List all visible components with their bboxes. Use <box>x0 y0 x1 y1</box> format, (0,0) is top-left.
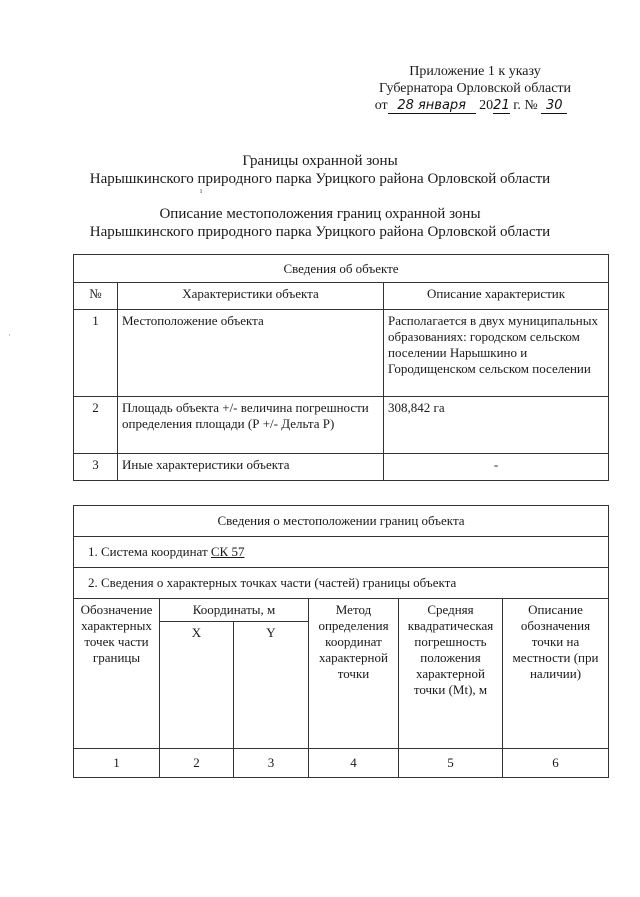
header-number: № <box>74 283 118 310</box>
description-title <box>0 205 640 241</box>
row-number: 1 <box>74 310 118 397</box>
year-suffix: г. № <box>513 98 538 113</box>
row-number: 3 <box>74 454 118 481</box>
handwritten-year: 21 <box>493 98 510 113</box>
row-description: 308,842 га <box>384 397 609 454</box>
header-y: Y <box>234 622 309 749</box>
object-table-header-row <box>74 283 609 310</box>
object-table-caption-row <box>74 255 609 283</box>
header-method: Метод определения координат характерной точки <box>309 599 399 749</box>
column-number: 6 <box>503 749 609 778</box>
object-table-caption: Сведения об объекте <box>74 255 609 283</box>
boundary-caption-row <box>74 506 609 537</box>
column-number: 4 <box>309 749 399 778</box>
date-prefix: от <box>374 98 388 113</box>
row-characteristic: Иные характеристики объекта <box>118 454 384 481</box>
scan-mark: ı <box>200 186 203 195</box>
annex-line-2: Губернатора Орловской области <box>378 81 572 96</box>
table-row <box>74 397 609 454</box>
header-point-designation: Обозначение характерных точек части границы <box>74 599 160 749</box>
title-line-2: Нарышкинского природного парка Урицкого района Орловской области <box>89 171 551 187</box>
description-title-line-1: Описание местоположения границ охранной зоны <box>159 206 481 222</box>
points-caption: 2. Сведения о характерных точках части (частей) границы объекта <box>74 568 609 599</box>
boundary-header-row <box>74 599 609 622</box>
header-x: X <box>160 622 234 749</box>
row-characteristic: Местоположение объекта <box>118 310 384 397</box>
header-coordinates: Координаты, м <box>160 599 309 622</box>
points-caption-row <box>74 568 609 599</box>
handwritten-date: 28 января <box>388 99 476 114</box>
header-accuracy: Средняя квадратическая погрешность положения характерной точки (Mt), м <box>399 599 503 749</box>
coordinate-system-cell <box>74 537 609 568</box>
year-prefix: 20 <box>479 98 494 113</box>
scan-mark-side: · <box>8 330 11 340</box>
table-row <box>74 454 609 481</box>
column-number: 2 <box>160 749 234 778</box>
header-characteristics: Характеристики объекта <box>118 283 384 310</box>
boundary-info-table <box>73 505 609 778</box>
annex-header <box>360 63 590 114</box>
row-description: Располагается в двух муниципальных образованиях: городском сельском поселении Нарышкино и Городищенском сельском поселении <box>384 310 609 397</box>
column-numbers-row <box>74 749 609 778</box>
coordinate-system-value: СК 57 <box>210 544 245 559</box>
table-row <box>74 310 609 397</box>
annex-line-1: Приложение 1 к указу <box>409 64 541 79</box>
column-number: 1 <box>74 749 160 778</box>
description-title-line-2: Нарышкинского природного парка Урицкого района Орловской области <box>89 224 551 240</box>
boundary-table-caption: Сведения о местоположении границ объекта <box>74 506 609 537</box>
annex-date-line <box>356 97 586 114</box>
document-title <box>0 152 640 188</box>
coordinate-system-row <box>74 537 609 568</box>
header-point-description: Описание обозначения точки на местности (при наличии) <box>503 599 609 749</box>
title-line-1: Границы охранной зоны <box>242 153 398 169</box>
column-number: 5 <box>399 749 503 778</box>
row-description: - <box>384 454 609 481</box>
row-characteristic: Площадь объекта +/- величина погрешности определения площади (Р +/- Дельта Р) <box>118 397 384 454</box>
row-number: 2 <box>74 397 118 454</box>
header-description: Описание характеристик <box>384 283 609 310</box>
column-number: 3 <box>234 749 309 778</box>
coordinate-system-label: 1. Система координат <box>88 544 208 559</box>
object-info-table <box>73 254 609 481</box>
handwritten-number: 30 <box>541 99 567 114</box>
